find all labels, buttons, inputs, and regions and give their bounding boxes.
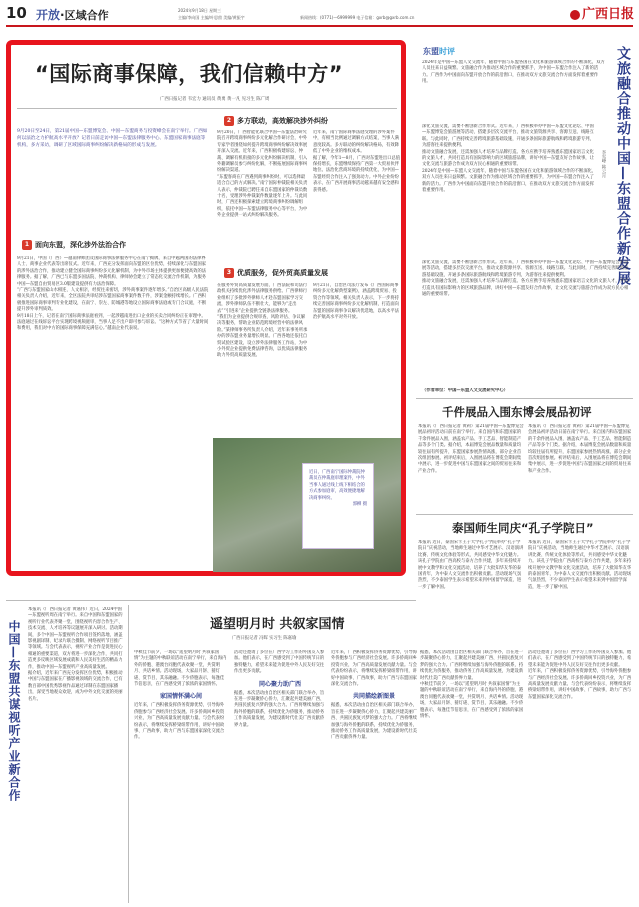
- section-name: 开放: [36, 8, 61, 22]
- paragraph: 据悉，本次活动由自治区相关部门联合举办，旨在进一步凝聚侨心侨力，汇聚起共建美丽广西、共圆民族复兴梦的强大合力。广西将继续加强与海外侨胞的联系，持续优化为侨服务，推动侨务工作高质量发展，为建设新时代壮美广西贡献侨界力量。: [234, 690, 325, 728]
- bottom-vertical-title: 中国—东盟共谋视听产业新合作: [7, 620, 21, 802]
- moon-col1: [134, 650, 228, 900]
- article-headline-confucius: 泰国师生同庆“孔子学院日”: [452, 521, 594, 535]
- subsection-number: 2: [224, 116, 234, 126]
- paragraph: 本报讯（广西日报记者 黄莉）第21届中国—东盟博览会展品初评活动日前在南宁举行。来自国内和东盟国家的千余件展品入围，涵盖农产品、手工艺品、智能制造产品等多个门类。据介绍，本届博览会展品数量和质量均较往届有所提升，东盟国家参展热情高涨，部分企业首次组团参展。初评结束后，入围展品将在博览会期间集中展示，进一步促进中国与东盟国家之间的贸易往来和产业合作。: [528, 424, 632, 474]
- right-author: 李雪峰 韩云月: [601, 150, 606, 178]
- paragraph: 活动还邀请了多位在广西学习工作的外国友人参加。他们表示，在广西感受到了中国传统节日的独特魅力，希望未来能为促进中外人民友好交往作出更多贡献。: [234, 650, 325, 675]
- logo-emblem-icon: [570, 10, 580, 20]
- bottom-left-article: [28, 607, 124, 902]
- right-author-note: （作者单位：中国—东盟人文交流研究中心）: [422, 388, 508, 393]
- feature-col2-cont: [313, 130, 401, 260]
- paragraph: 据悉，本次活动由自治区相关部门联合举办，旨在进一步凝聚侨心侨力，汇聚起共建美丽广西、共圆民族复兴梦的强大合力。广西将继续加强与海外侨胞的联系，持续优化为侨服务，推动侨务工作高质量发展，为建设新时代壮美广西贡献侨界力量。: [331, 703, 417, 741]
- paragraph: “东盟客商在广西遇到商事纠纷时，可以选择最适合自己的方式解决。”南宁国际仲裁院相关负责人表示，仲裁院已聘任来自东盟国家的仲裁员数十名，受理涉外仲裁案件数量逐年上升。与此同时，广西还积极探索建立跨境商事纠纷调解组织，依托中国—东盟法律服务中心等平台，为中外企业提供一站式纠纷解决服务。: [217, 174, 308, 219]
- column-badge: [423, 46, 455, 57]
- divider: [17, 108, 397, 109]
- divider: [416, 398, 633, 399]
- paragraph: 据了解，今年1—8月，广西对东盟进出口总值保持增长，东盟继续保持广西第一大贸易伙伴地位。法治化营商环境的持续优化，为中国—东盟经贸合作注入了强劲动力。中外企业纷纷表示，在广西开展商事活动越来越有安全感和获得感。: [313, 155, 401, 193]
- right-vertical-title: 文旅融合推动中国—东盟合作新发展: [615, 46, 631, 286]
- feature-byline: 广西日报记者 韦宏力 通讯员 黄勇 黄一凡 见习生 陈广周: [160, 97, 270, 102]
- paragraph: 深化文旅交流，需要不断创新合作形式。近年来，广西积极举办中国—东盟文化论坛、中国—东盟博览会旅游展等活动，搭建多层次交流平台，推动文旅资源共享、客源互送、线路互联。与此同时，广西持续完善跨境旅游基础设施，开通多条国际旅游航线和跨境旅游专列，为游客往来提供便利。: [422, 124, 594, 149]
- paragraph: 据介绍，近年来广西充分发挥区位优势，积极推动中国与东盟国家在广播影视领域的交流合作，已有数百部中国优秀影视作品通过译制在东盟国家播出，深受当地观众欢迎，成为中外文化交流的亮丽名片。: [28, 671, 123, 702]
- feature-col1: [17, 256, 209, 566]
- moon-col3: [331, 650, 417, 900]
- feature-col4: [313, 283, 401, 433]
- feature-col3: [217, 283, 309, 433]
- paragraph: 活动还邀请了多位在广西学习工作的外国友人参加。他们表示，在广西感受到了中国传统节日的独特魅力，希望未来能为促进中外人民友好交往作出更多贡献。: [528, 650, 632, 668]
- paragraph: 推动文旅融合发展，还需加强人才培养与品牌打造。各方应携手培养熟悉东盟国家语言文化的文旅人才，共同打造具有国际影响力的区域旅游品牌，讲好中国—东盟友好合作故事，让文化交流与旅游合作成为双方民心相通的重要纽带。: [422, 149, 594, 168]
- right-body-wide: [422, 260, 632, 390]
- article-moon-byline: 广西日报记者 冯晖 实习生 陈嘉瑜: [232, 636, 297, 641]
- feature-lead: 9月20日至24日，第21届中国—东盟博览会、中国—东盟商务与投资峰会在南宁举行。广西如何以法治之力护航高水平开放？记者日前走访中国—东盟法律服务中心、东盟国家商事法庭等机构，多方采访，调研了区域国际商事纠纷解决新格局的形成与发展。: [17, 129, 208, 148]
- paragraph: 中秋佳节前夕，一场以“遥望明月时 共叙家国情”为主题的中秋联谊活动在南宁举行，来自海内外的侨胞、港澳台同胞代表欢聚一堂，共赏明月、共话乡情。活动现场，大家品月饼、猜灯谜、赏节目，其乐融融。不少侨胞表示，每逢佳节倍思亲，在广西感受到了浓浓的家国情怀。: [420, 682, 524, 720]
- paragraph: 深化文旅交流，需要不断创新合作形式。近年来，广西积极举办中国—东盟文化论坛、中国—东盟博览会旅游展等活动，搭建多层次交流平台，推动文旅资源共享、客源互送、线路互联。与此同时，广西持续完善跨境旅游基础设施，开通多条国际旅游航线和跨境旅游专列，为游客往来提供便利。: [422, 260, 629, 278]
- badge-a: 东盟: [423, 47, 439, 56]
- paragraph: 9月21日，中国（广西）—越南律师团及国际商事法律服务中心在南宁揭牌，来自中越两国的法律界人士、商事企业代表等出席仪式。近年来，广西充分发挥面向东盟的区位优势，持续深化与东盟国家的涉外法治合作，推动建立健全国际商事纠纷多元化解机制，为中外市场主体提供更加便捷高效的法律服务。据了解，广西已与东盟多国法院、仲裁机构、律师协会建立了常态化交流合作机制，为服务中国—东盟自由贸易区3.0版建设提供有力法治保障。: [17, 256, 207, 287]
- right-intro: [422, 60, 606, 120]
- article-confucius-col1: [418, 540, 524, 660]
- photo-credit: 郭柳 摄: [352, 502, 367, 508]
- header-rule: [6, 25, 633, 27]
- divider: [416, 514, 633, 515]
- header-contact: 新闻热线：(0771)—6999999 电子信箱：gxrb@gxrb.com.cn: [300, 15, 415, 20]
- subsection-number: 1: [22, 240, 32, 250]
- paragraph: 本报讯 近日，泰国宋卡王子大学孔子学院举办“孔子学院日”庆祝活动，当地师生通过中华才艺展示、汉语演讲比赛、传统文化体验等形式，共同感受中华文化魅力。该孔子学院由广西高校与泰方合作共建，多年来持续开展中文教学和文化交流活动，培养了大批知华友华的泰国青年，为中泰人文交流作出积极贡献。活动现场气氛热烈，不少泰国学生表示希望未来到中国留学深造，进一步了解中国。: [528, 540, 632, 590]
- column-divider: [128, 605, 129, 903]
- paragraph: 推动文旅融合发展，还需加强人才培养与品牌打造。各方应携手培养熟悉东盟国家语言文化的文旅人才，共同打造具有国际影响力的区域旅游品牌，讲好中国—东盟友好合作故事，让文化交流与旅游合作成为双方民心相通的重要纽带。: [422, 279, 629, 298]
- paragraph: 本报讯（广西日报记者 黄莉）第21届中国—东盟博览会展品初评活动日前在南宁举行。来自国内和东盟国家的千余件展品入围，涵盖农产品、手工艺品、智能制造产品等多个门类。据介绍，本届博览会展品数量和质量均较往届有所提升，东盟国家参展热情高涨，部分企业首次组团参展。初评结束后，入围展品将在博览会期间集中展示，进一步促进中国与东盟国家之间的贸易往来和产业合作。: [418, 424, 524, 474]
- article-confucius-col2: [528, 540, 633, 660]
- article-headline-expo: 千件展品入围东博会展品初评: [442, 405, 592, 419]
- paragraph: 2024年是中国—东盟人文交流年，随着中国与东盟各国在文化和旅游领域合作的不断深化，双方人员往来日益频繁。文旅融合作为推动区域合作的重要抓手，为中国—东盟合作注入了新的活力。广西作为中国面向东盟开放合作的前沿窗口，在推动双方文旅交流合作方面发挥着重要作用。: [422, 168, 597, 194]
- paragraph: “广西与东盟国家山水相连、人文相亲，经贸往来密切，涉外商事案件逐年增多。”自治区高级人民法院相关负责人介绍，近年来，全区法院共审结涉东盟国家商事案件数千件，涉案金额持续增长。广西积极推进国际商事审判专业化建设，在南宁、崇左、防城港等地设立国际商事法庭或专门合议庭，不断提升涉外审判质效。: [17, 288, 209, 313]
- subsection-3-heading: [224, 268, 328, 278]
- paragraph: 近年来，广西积极发挥侨务资源优势，引导海外侨胞参与广西经济社会发展。许多侨商回乡投资兴业，为广西高质量发展贡献力量。与会代表纷纷表示，将继续发挥桥梁纽带作用，讲好中国故事、广西故事，助力广西与东盟国家深化交流合作。: [331, 650, 417, 688]
- subsection-number: 3: [224, 268, 234, 278]
- article-expo-col2: [528, 424, 633, 512]
- subsection-1-heading: [22, 240, 126, 250]
- moon-subhead-1: 家国情怀满心间: [159, 693, 202, 701]
- divider: [6, 600, 416, 601]
- paragraph: 据悉，本次活动由自治区相关部门联合举办，旨在进一步凝聚侨心侨力，汇聚起共建美丽广西、共圆民族复兴梦的强大合力。广西将继续加强与海外侨胞的联系，持续优化为侨服务，推动侨务工作高质量发展，为建设新时代壮美广西贡献侨界力量。: [420, 650, 524, 681]
- page-number: 10: [6, 4, 27, 22]
- header-date: 2024年9月18日 星期三: [178, 8, 222, 13]
- moon-subhead-3: 共同描绘新图景: [352, 693, 395, 701]
- paragraph: 2024年是中国—东盟人文交流年，随着中国与东盟各国在文化和旅游领域合作的不断深化，双方人员往来日益频繁。文旅融合作为推动区域合作的重要抓手，为中国—东盟合作注入了新的活力。广西作为中国面向东盟开放合作的前沿窗口，在推动双方文旅交流合作方面发挥着重要作用。: [422, 60, 605, 85]
- paragraph: 9月18日上午，记者在南宁国际商事法庭看到，一起涉越南进出口企业的买卖合同纠纷正在审理中。法庭通过在线诉讼平台实现跨境视频庭审，当事人足不出户即可参与诉讼。“这种方式节省了大量时间和费用，我们对中方的国际商事保障充满信心。”越南企业代表说。: [17, 313, 209, 332]
- section-sub: 区域合作: [64, 9, 109, 22]
- badge-b: 时评: [439, 47, 455, 56]
- paragraph: 9月20日，广西智能化联合中国—东盟法治研究院召开跨境商事纠纷多元化解合作研讨会，中外专家学者围绕如何提升跨境商事纠纷解决效率展开深入交流。近年来，广西积极构建诉讼、仲裁、调解有机衔接的多元化纠纷解决机制，引入外籍调解员参与纠纷化解，不断拓展国际商事纠纷解决渠道。: [217, 130, 308, 174]
- photo-caption-box: [302, 463, 374, 549]
- moon-subhead-2: 同心聚力助广西: [258, 680, 301, 688]
- header-editors: 主编/李向国 主编/叶思茵 美编/黄振宇: [178, 15, 245, 20]
- paragraph: 中秋佳节前夕，一场以“遥望明月时 共叙家国情”为主题的中秋联谊活动在南宁举行，来自海内外的侨胞、港澳台同胞代表欢聚一堂，共赏明月、共话乡情。活动现场，大家品月饼、猜灯谜、赏节目，其乐融融。不少侨胞表示，每逢佳节倍思亲，在广西感受到了浓浓的家国情怀。: [134, 650, 227, 688]
- photo-caption: 近日，广西南宁国际仲裁院仲裁员在仲裁庭审理案件，中外当事人通过线上线下相结合的方式参加庭审，高效便捷地解决商事纠纷。: [309, 470, 365, 501]
- paragraph: 本报讯（广西日报记者 黄嘉伟）近日，2024中国—东盟视听周在南宁举行。来自中国和东盟国家的视听行业代表齐聚一堂，围绕视听内容合作生产、技术交流、人才培养等议题展开深入研讨。活动期间，多个中国—东盟视听合作项目签约落地，涵盖影视剧译制、纪录片联合摄制、网络视听节目推广等领域。与会代表表示，视听产业合作是促进民心相通的重要渠道，双方将进一步深化合作，共同打造更多反映区域发展成就和人民美好生活的精品力作，推动中国—东盟视听产业高质量发展。: [28, 607, 123, 670]
- paragraph: 近年来，广西积极发挥侨务资源优势，引导海外侨胞参与广西经济社会发展。许多侨商回乡投资兴业，为广西高质量发展贡献力量。与会代表纷纷表示，将继续发挥桥梁纽带作用，讲好中国故事、广西故事，助力广西与东盟国家深化交流合作。: [528, 669, 632, 700]
- logo-text: 广西日报: [582, 7, 635, 22]
- subsection-title: 面向东盟，深化涉外法治合作: [35, 241, 126, 249]
- moon-col4: [420, 650, 524, 900]
- paragraph: 9月21日，自治区司法厅发布《广西国际商事纠纷多元化解典型案例》，涵盖跨境贸易、投资合作等领域。相关负责人表示，下一步将持续完善国际商事纠纷多元化解机制，打造面向东盟的国际商事争议解决优选地，以高水平法治护航高水平对外开放。: [313, 283, 399, 321]
- paragraph: “我们为企业提供合规审查、风险评估、争议解决等服务，帮助企业防范跨境经营中的法律风险。”某律师事务所负责人介绍，近年来事务所承办的涉东盟业务量增长明显。广西各地还依托自贸试验区建设，设立涉外法律服务工作站，为中小外贸企业提供免费法律咨询，以优质法律服务助力外贸高质量发展。: [217, 315, 308, 359]
- article-headline-moon: 遥望明月时 共叙家国情: [210, 617, 345, 632]
- moon-col2: [234, 650, 326, 900]
- subsection-title: 优质服务，促外贸高质量发展: [237, 269, 328, 277]
- article-expo-col1: [418, 424, 524, 512]
- section-title: 开放·区域合作: [36, 8, 109, 22]
- paragraph: 近年来，南宁国际商事法庭受理的涉外案件中，有相当比例通过调解方式结案，当事人满意度较高。多方联动的纠纷解决格局，有效降低了中外企业的维权成本。: [313, 130, 399, 155]
- newspaper-logo: [570, 3, 634, 22]
- paragraph: 近年来，广西积极发挥侨务资源优势，引导海外侨胞参与广西经济社会发展。许多侨商回乡投资兴业，为广西高质量发展贡献力量。与会代表纷纷表示，将继续发挥桥梁纽带作用，讲好中国故事、广西故事，助力广西与东盟国家深化交流合作。: [134, 703, 225, 741]
- paragraph: 本报讯 近日，泰国宋卡王子大学孔子学院举办“孔子学院日”庆祝活动，当地师生通过中华才艺展示、汉语演讲比赛、传统文化体验等形式，共同感受中华文化魅力。该孔子学院由广西高校与泰方合作共建，多年来持续开展中文教学和文化交流活动，培养了大批知华友华的泰国青年，为中泰人文交流作出积极贡献。活动现场气氛热烈，不少泰国学生表示希望未来到中国留学深造，进一步了解中国。: [418, 540, 524, 590]
- feature-title: “国际商事保障，我们信赖中方”: [35, 62, 344, 86]
- paragraph: 在服务外贸高质量发展方面，广西法院和司法行政机关持续优化涉外法律服务供给。广西律师行业组织了多批涉外律师人才赴东盟国家学习交流，涉外律师队伍不断壮大，能够为“走出去”“引进来”企业提供全链条法律服务。: [217, 283, 308, 314]
- subsection-title: 多方联动，高效解决涉外纠纷: [237, 117, 328, 125]
- moon-col5: [528, 650, 633, 900]
- subsection-2-heading: [224, 116, 328, 126]
- feature-col2: [217, 130, 309, 260]
